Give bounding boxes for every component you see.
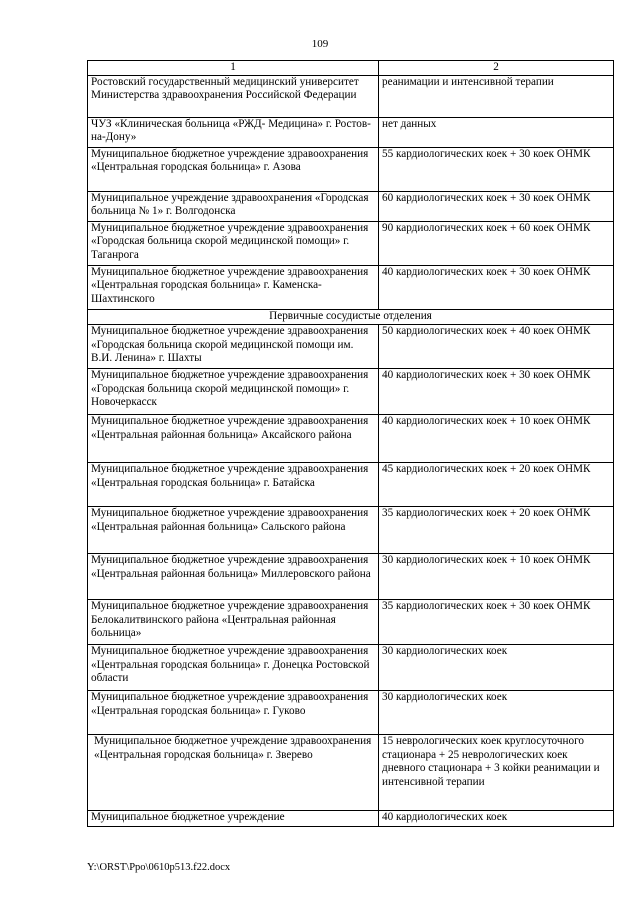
bed-capacity-cell: 90 кардиологических коек + 60 коек ОНМК	[379, 221, 614, 265]
table-row	[88, 463, 614, 507]
institution-name-cell: Муниципальное бюджетное учреждение здравоохранения «Центральная городская больница» г. Донецка Ростовской области	[88, 645, 379, 691]
institution-name-cell: Муниципальное бюджетное учреждение здравоохранения «Городская больница скорой медицинской помощи» г. Новочеркасск	[88, 369, 379, 415]
bed-capacity-cell: 30 кардиологических коек	[379, 645, 614, 691]
bed-capacity-cell: 60 кардиологических коек + 30 коек ОНМК	[379, 191, 614, 221]
table-row	[88, 325, 614, 369]
institution-name-cell: Муниципальное бюджетное учреждение здравоохранения «Городская больница скорой медицинской помощи им. В.И. Ленина» г. Шахты	[88, 325, 379, 369]
table-row	[88, 369, 614, 415]
bed-capacity-cell: 40 кардиологических коек + 10 коек ОНМК	[379, 415, 614, 463]
bed-capacity-cell: 40 кардиологических коек + 30 коек ОНМК	[379, 265, 614, 309]
institution-name-cell: Муниципальное бюджетное учреждение здравоохранения «Городская больница скорой медицинской помощи» г. Таганрога	[88, 221, 379, 265]
bed-capacity-cell: 35 кардиологических коек + 20 коек ОНМК	[379, 507, 614, 554]
institution-name-cell: Муниципальное бюджетное учреждение здравоохранения «Центральная районная больница» Миллеровского района	[88, 554, 379, 600]
institution-name-cell: Муниципальное учреждение здравоохранения «Городская больница № 1» г. Волгодонска	[88, 191, 379, 221]
page-number: 109	[311, 38, 329, 50]
table-row	[88, 75, 614, 117]
institution-name-cell: Муниципальное бюджетное учреждение здравоохранения «Центральная городская больница» г. Каменска-Шахтинского	[88, 265, 379, 309]
bed-capacity-cell: 50 кардиологических коек + 40 коек ОНМК	[379, 325, 614, 369]
section-heading-row	[88, 309, 614, 325]
section-title: Первичные сосудистые отделения	[88, 309, 614, 325]
bed-capacity-cell: 40 кардиологических коек	[379, 811, 614, 827]
bed-capacity-cell: нет данных	[379, 117, 614, 147]
table-row	[88, 147, 614, 191]
bed-capacity-cell: 45 кардиологических коек + 20 коек ОНМК	[379, 463, 614, 507]
institution-name-cell: Муниципальное бюджетное учреждение здравоохранения «Центральная городская больница» г. Батайска	[88, 463, 379, 507]
institution-name-cell: Муниципальное бюджетное учреждение здравоохранения «Центральная районная больница» Сальского района	[88, 507, 379, 554]
table-body	[88, 75, 614, 826]
facilities-table	[87, 60, 614, 827]
institution-name-cell: Ростовский государственный медицинский университет Министерства здравоохранения Российской Федерации	[88, 75, 379, 117]
column-number-1: 1	[88, 61, 379, 76]
table-row	[88, 600, 614, 645]
file-path-footer: Y:\ORST\Ppo\0610p513.f22.docx	[87, 862, 231, 873]
table-row	[88, 811, 614, 827]
institution-name-cell: Муниципальное бюджетное учреждение здравоохранения «Центральная городская больница» г. Азова	[88, 147, 379, 191]
table-header-row	[88, 61, 614, 76]
table-row	[88, 554, 614, 600]
bed-capacity-cell: 40 кардиологических коек + 30 коек ОНМК	[379, 369, 614, 415]
table-row	[88, 117, 614, 147]
table-row	[88, 645, 614, 691]
table-row	[88, 191, 614, 221]
table-row	[88, 507, 614, 554]
table-row	[88, 691, 614, 735]
institution-name-cell: ЧУЗ «Клиническая больница «РЖД- Медицина» г. Ростов-на-Дону»	[88, 117, 379, 147]
bed-capacity-cell: 35 кардиологических коек + 30 коек ОНМК	[379, 600, 614, 645]
institution-name-cell: Муниципальное бюджетное учреждение здравоохранения «Центральная городская больница» г. Зверево	[88, 735, 379, 811]
bed-capacity-cell: 30 кардиологических коек + 10 коек ОНМК	[379, 554, 614, 600]
bed-capacity-cell: 15 неврологических коек круглосуточного стационара + 25 неврологических коек дневного стационара + 3 койки реанимации и интенсивной терапии	[379, 735, 614, 811]
bed-capacity-cell: 55 кардиологических коек + 30 коек ОНМК	[379, 147, 614, 191]
table-row	[88, 265, 614, 309]
institution-name-cell: Муниципальное бюджетное учреждение здравоохранения «Центральная районная больница» Аксайского района	[88, 415, 379, 463]
column-number-2: 2	[379, 61, 614, 76]
table-row	[88, 735, 614, 811]
table-row	[88, 415, 614, 463]
institution-name-cell: Муниципальное бюджетное учреждение здравоохранения Белокалитвинского района «Центральная районная больница»	[88, 600, 379, 645]
institution-name-cell: Муниципальное бюджетное учреждение здравоохранения «Центральная городская больница» г. Гуково	[88, 691, 379, 735]
institution-name-cell: Муниципальное бюджетное учреждение	[88, 811, 379, 827]
bed-capacity-cell: 30 кардиологических коек	[379, 691, 614, 735]
table-row	[88, 221, 614, 265]
bed-capacity-cell: реанимации и интенсивной терапии	[379, 75, 614, 117]
